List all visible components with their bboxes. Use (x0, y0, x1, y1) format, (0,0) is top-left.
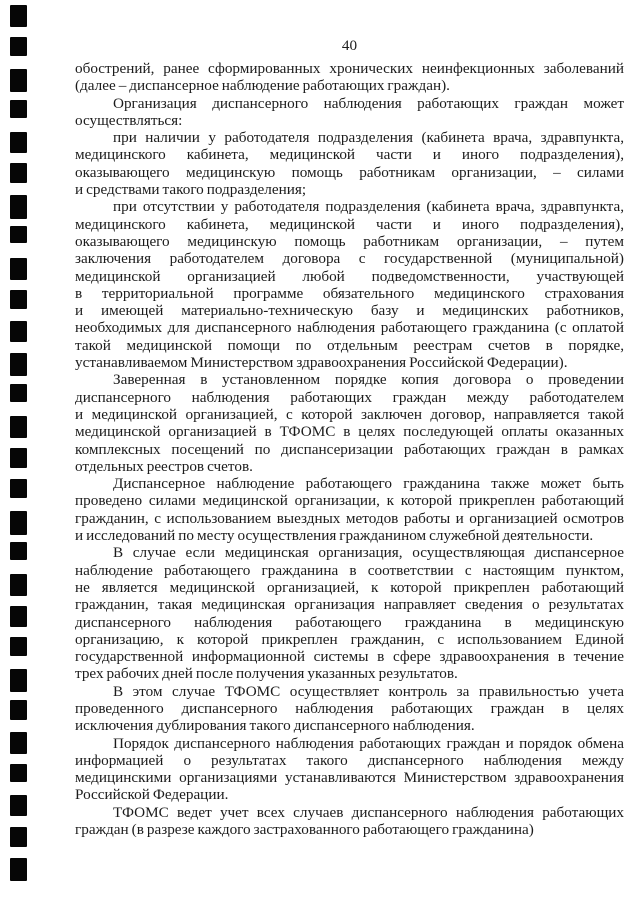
text-line: и имеющей материально-техническую базу и медицинских работников, (75, 302, 624, 320)
scan-mark (10, 37, 27, 56)
text-line: не является медицинской организацией, к которой прикреплен работающий (75, 578, 624, 596)
scan-mark (10, 479, 27, 498)
scan-mark (10, 574, 27, 596)
text-line: гражданин, такая медицинская организация направляет сведения о результатах (75, 596, 624, 614)
paragraph (75, 544, 624, 682)
scan-mark (10, 195, 27, 219)
text-line: при отсутствии у работодателя подразделения (кабинета врача, здравпункта, (113, 198, 624, 216)
text-line: диспансерного наблюдения работающего гражданина в медицинскую (75, 613, 624, 631)
scan-artifact-marks (10, 0, 27, 905)
scan-mark (10, 732, 27, 754)
text-line: необходимых для диспансерного наблюдения работающего гражданина (с оплатой (75, 319, 624, 337)
text-line: оказывающего медицинскую помощь работникам организации, – путем (75, 232, 624, 250)
text-line: и средствами такого подразделения; (75, 181, 307, 199)
document-page-body (75, 60, 624, 838)
text-line: диспансерного наблюдения работающих граждан между работодателем (75, 388, 624, 406)
text-line: информацией о результатах такого диспансерного наблюдения между (75, 751, 624, 769)
text-line: наблюдение работающего гражданина в соответствии с настоящим пунктом, (75, 561, 624, 579)
paragraph (75, 804, 624, 839)
paragraph (75, 95, 624, 130)
text-line: государственной информационной системы в сфере здравоохранения в течение (75, 648, 624, 666)
scan-mark (10, 637, 27, 656)
scan-mark (10, 258, 27, 280)
text-line: медицинской организацией любой подведомственности, участвующей (75, 267, 624, 285)
scan-mark (10, 321, 27, 342)
scan-mark (10, 448, 27, 468)
paragraph (75, 735, 624, 804)
text-line: медицинской организацией в ТФОМС в целях последующей оплаты оказанных (75, 423, 624, 441)
text-line: при наличии у работодателя подразделения (кабинета врача, здравпункта, (113, 129, 624, 147)
text-line: Диспансерное наблюдение работающего гражданина также может быть (113, 475, 624, 493)
scan-mark (10, 764, 27, 782)
text-line: ТФОМС ведет учет всех случаев диспансерного наблюдения работающих (113, 803, 624, 821)
scan-mark (10, 5, 27, 27)
paragraph (75, 683, 624, 735)
text-line: Российской Федерации. (75, 786, 229, 804)
text-line: гражданин, с использованием выездных методов работы и организацией осмотров (75, 509, 624, 527)
text-line: в территориальной программе обязательного медицинского страхования (75, 284, 624, 302)
scan-mark (10, 132, 27, 153)
text-line: трех рабочих дней после получения указанных результатов. (75, 665, 458, 683)
paragraph (75, 371, 624, 475)
text-line: отдельных реестров счетов. (75, 457, 253, 475)
text-line: осуществляться: (75, 111, 183, 129)
text-line: организацию, к которой прикреплен гражданин, с использованием Единой (75, 630, 624, 648)
text-line: Порядок диспансерного наблюдения работающих граждан и порядок обмена (113, 734, 624, 752)
text-line: медицинского кабинета, медицинской части и иного подразделения), (75, 215, 624, 233)
scan-mark (10, 700, 27, 720)
paragraph (75, 129, 624, 198)
text-line: оказывающего медицинскую помощь работникам организации, – силами (75, 163, 624, 181)
scan-mark (10, 795, 27, 816)
scan-mark (10, 827, 27, 847)
text-line: такой медицинской помощи по отдельным реестрам счетов в порядке, (75, 336, 624, 354)
scan-mark (10, 384, 27, 402)
scan-mark (10, 100, 27, 118)
text-line: граждан (в разрезе каждого застрахованного работающего гражданина) (75, 821, 534, 839)
text-line: проведено силами медицинской организации, к которой прикреплен работающий (75, 492, 624, 510)
text-line: проведенного диспансерного наблюдения работающих граждан в целях (75, 699, 624, 717)
text-line: В случае если медицинская организация, осуществляющая диспансерное (113, 544, 624, 562)
text-line: заключения работодателем договора с государственной (муниципальной) (75, 250, 624, 268)
text-line: устанавливаемом Министерством здравоохранения Российской Федерации). (75, 354, 568, 372)
scan-mark (10, 290, 27, 309)
paragraph (75, 475, 624, 544)
paragraph (75, 198, 624, 371)
scan-mark (10, 416, 27, 438)
text-line: В этом случае ТФОМС осуществляет контроль за правильностью учета (113, 682, 624, 700)
text-line: и медицинской организацией, с которой заключен договор, направляется такой (75, 405, 624, 423)
page-number: 40 (341, 37, 358, 54)
text-line: комплексных посещений по диспансеризации работающих граждан в рамках (75, 440, 624, 458)
paragraph (75, 60, 624, 95)
scan-mark (10, 542, 27, 560)
text-line: и исследований по месту осуществления гражданином служебной деятельности. (75, 527, 594, 545)
text-line: (далее – диспансерное наблюдение работающих граждан). (75, 77, 450, 95)
scan-mark (10, 69, 27, 92)
text-line: медицинского кабинета, медицинской части и иного подразделения), (75, 146, 624, 164)
scan-mark (10, 511, 27, 535)
text-line: Заверенная в установленном порядке копия договора о проведении (113, 371, 624, 389)
text-line: исключения дублирования такого диспансерного наблюдения. (75, 717, 475, 735)
text-line: обострений, ранее сформированных хронических неинфекционных заболеваний (75, 60, 624, 77)
scan-mark (10, 606, 27, 627)
scan-mark (10, 163, 27, 183)
scan-mark (10, 353, 27, 376)
text-line: медицинскими организациями устанавливаются Министерством здравоохранения (75, 769, 624, 787)
scan-mark (10, 226, 27, 243)
scan-mark (10, 858, 27, 881)
scan-mark (10, 669, 27, 692)
text-line: Организация диспансерного наблюдения работающих граждан может (113, 94, 624, 112)
